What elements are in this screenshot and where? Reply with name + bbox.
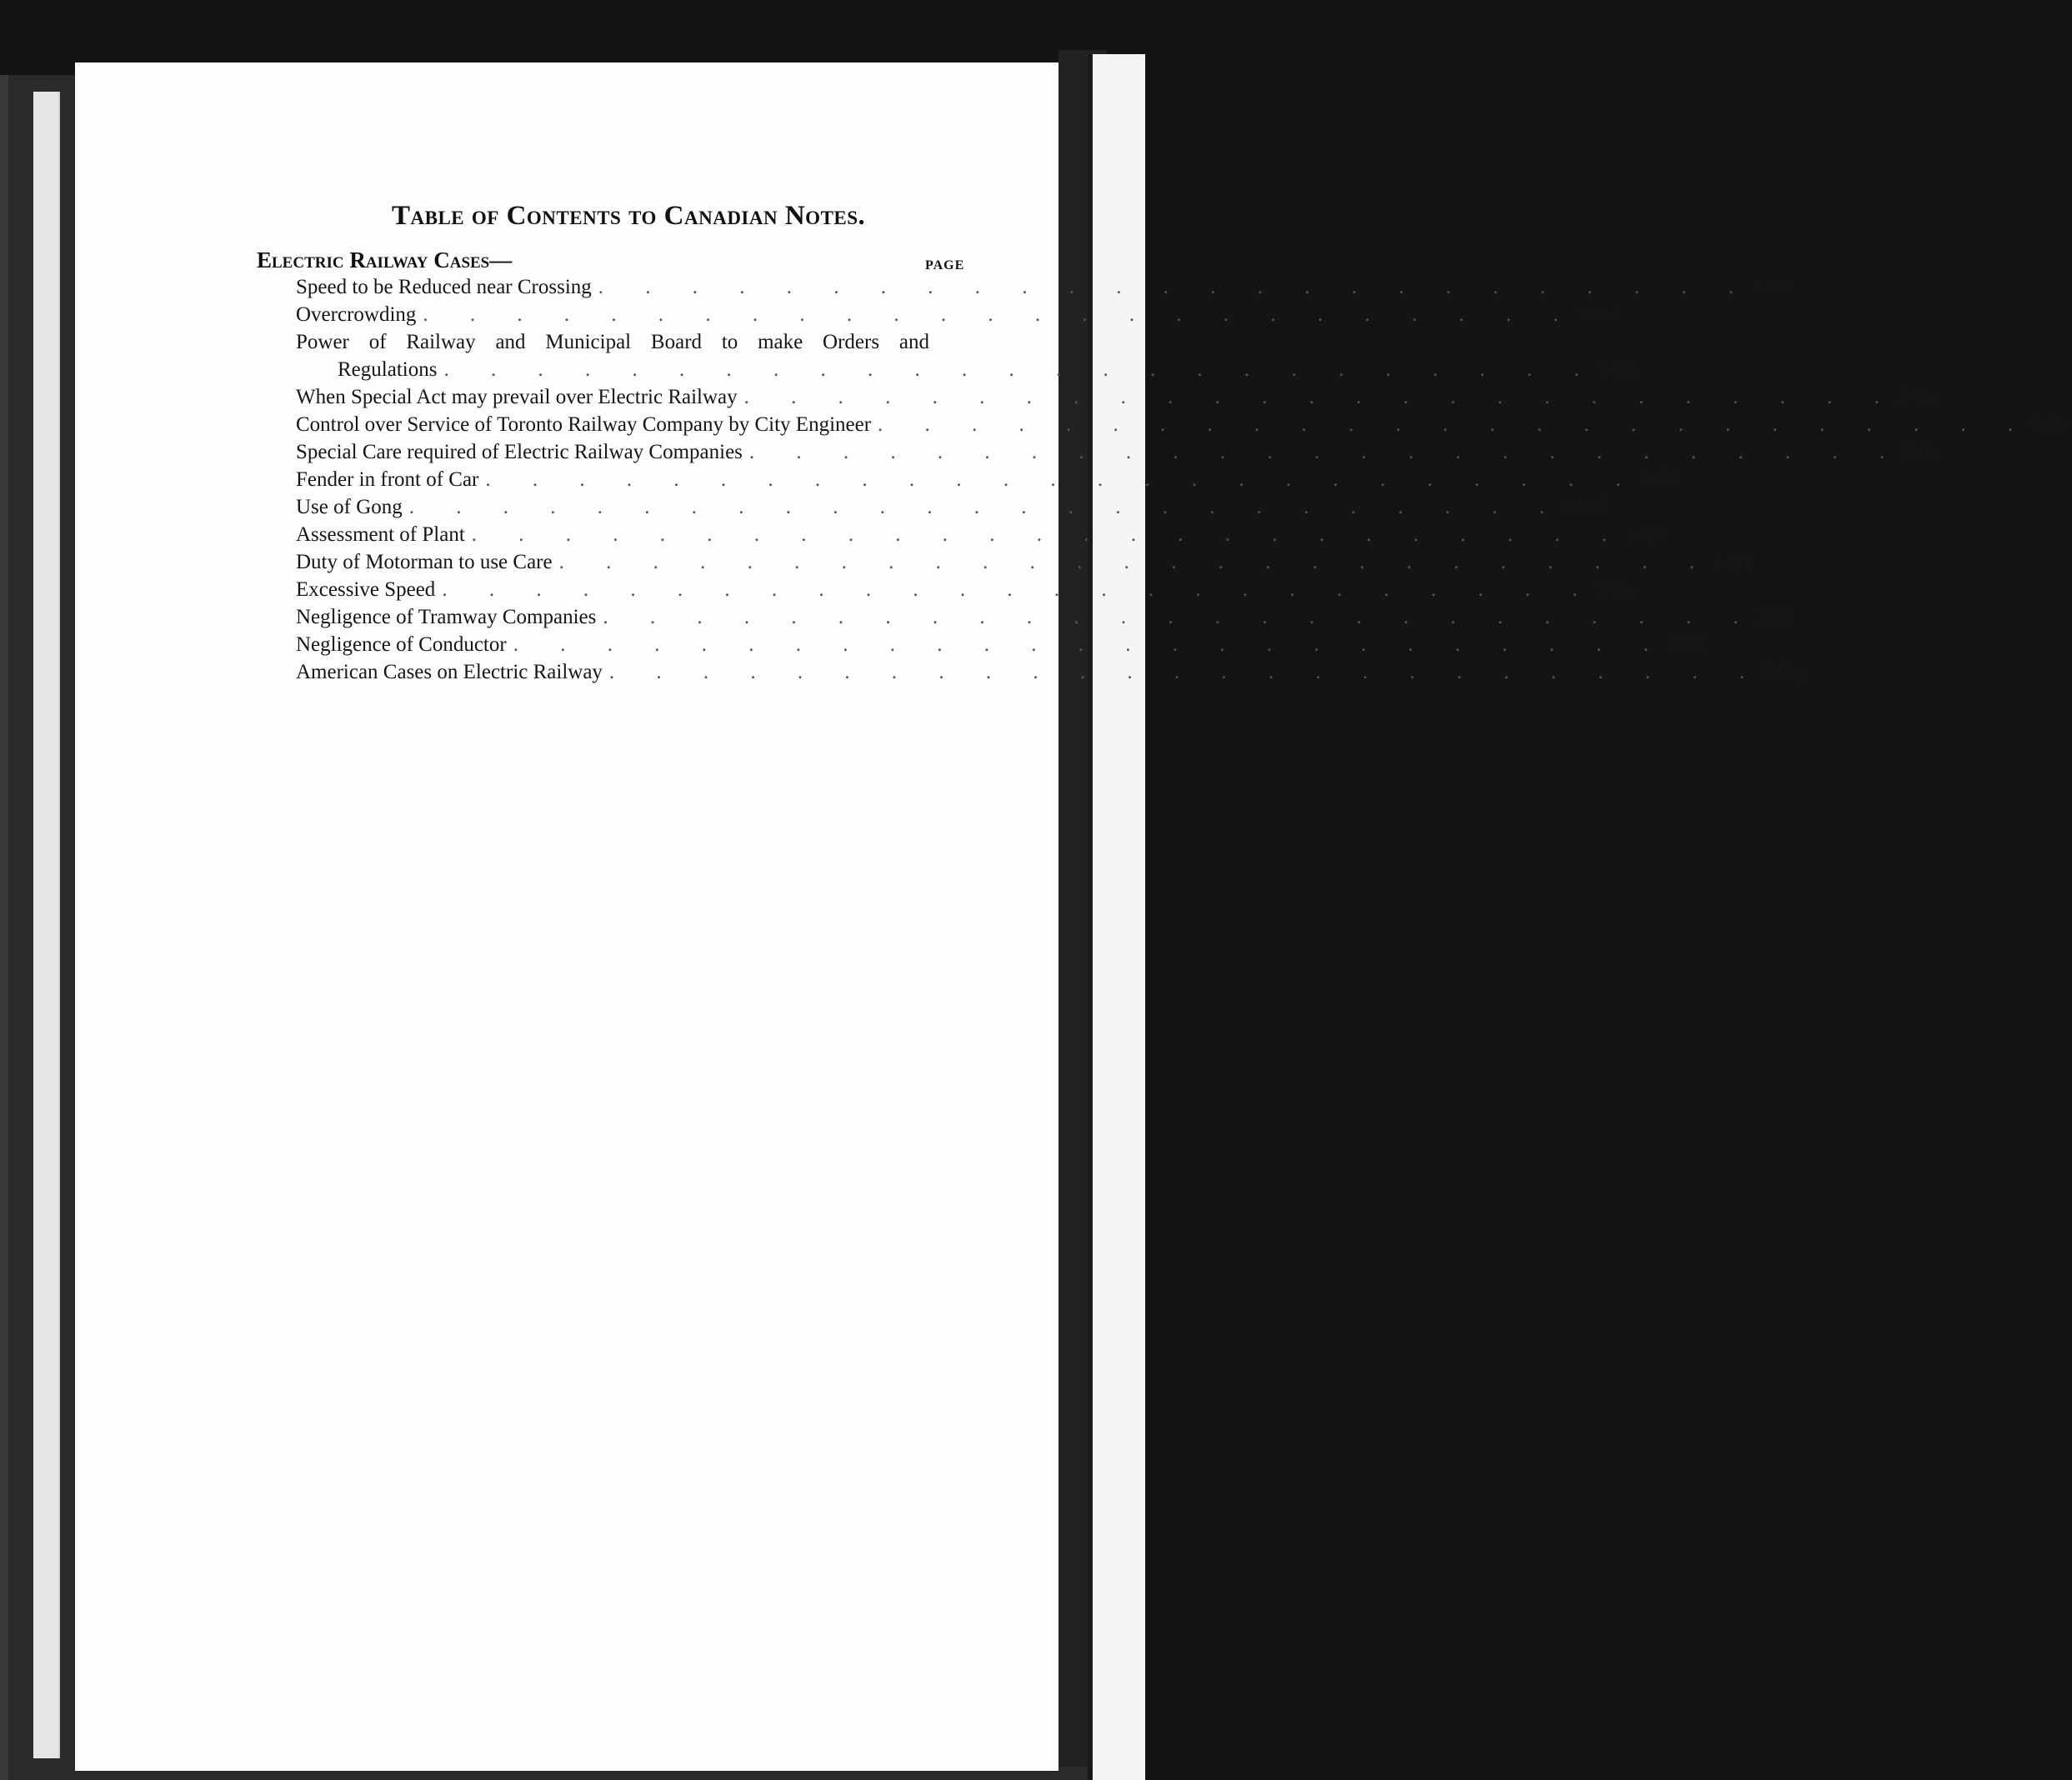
toc-entry-title: American Cases on Electric Railway [296, 661, 603, 683]
toc-entry-page: 549f [1666, 633, 1705, 656]
toc-entry [296, 468, 1683, 496]
toc-leader: . . . . . . . . . . . . . . . . . . . . . . . . . [485, 468, 1639, 491]
toc-entry-page: 549e [1625, 523, 1666, 546]
toc-entry [296, 276, 1794, 303]
page-column-label: PAGE [925, 258, 965, 272]
toc-entry-page: 549c [1903, 441, 1944, 463]
toc-leader: . . . . . . . . . . . . . . . . . . . . . . . . . [442, 578, 1596, 601]
toc-entry-title: Negligence of Tramway Companies [296, 606, 597, 628]
toc-entry-continuation [296, 358, 1641, 386]
toc-leader: . . . . . . . . . . . . . . . . . . . . . . . . . [471, 523, 1626, 546]
toc-entry [296, 523, 1666, 551]
toc-entry-page: 549e [1595, 578, 1637, 601]
toc-entry [296, 633, 1705, 661]
toc-leader: . . . . . . . . . . . . . . . . . . . . . . . . . [558, 551, 1713, 573]
toc-entry [296, 606, 1795, 633]
toc-entry [296, 661, 1805, 688]
toc-entry-title: Use of Gong [296, 496, 403, 518]
toc-entry-title: Duty of Motorman to use Care [296, 551, 553, 573]
toc-entry-title: Fender in front of Car [296, 468, 479, 491]
toc-entry [296, 578, 1637, 606]
toc-entry [296, 331, 1641, 386]
toc-entry-title-cont: Regulations [338, 358, 438, 381]
toc-entry-page: 549g [1763, 661, 1805, 683]
toc-entry-page: 549e [1712, 551, 1754, 573]
page-stack-edge [33, 92, 60, 1758]
toc-entry-title: Negligence of Conductor [296, 633, 507, 656]
section-title: Electric Railway Cases— [257, 248, 513, 272]
toc-entry-title: Special Care required of Electric Railway Companies [296, 441, 743, 463]
toc-leader: . . . . . . . . . . . . . . . . . . . . . . . . . [748, 441, 1904, 463]
toc-leader: . . . . . . . . . . . . . . . . . . . . . . . . . [608, 661, 1764, 683]
toc-entry-page: 549c [2031, 413, 2072, 436]
book-page [75, 62, 2072, 1771]
page-title: Table of Contents to Canadian Notes. [392, 201, 866, 231]
toc-leader: . . . . . . . . . . . . . . . . . . . . . . . . . [878, 413, 2032, 436]
toc-leader: . . . . . . . . . . . . . . . . . . . . . . . . . [513, 633, 1667, 656]
toc-leader: . . . . . . . . . . . . . . . . . . . . . . . . . [423, 303, 1577, 326]
toc-entry-title: Excessive Speed [296, 578, 436, 601]
toc-entry-title: Power of Railway and Municipal Board to make Orders and [296, 331, 929, 353]
toc-entry-page: 549f [1756, 606, 1795, 628]
toc-leader: . . . . . . . . . . . . . . . . . . . . . . . . . [603, 606, 1757, 628]
toc-entry [296, 303, 1619, 331]
toc-leader: . . . . . . . . . . . . . . . . . . . . . . . . . [598, 276, 1753, 298]
toc-entry-page: 549c [1897, 386, 1939, 408]
toc-leader: . . . . . . . . . . . . . . . . . . . . . . . . . [743, 386, 1898, 408]
toc-entry-title: Control over Service of Toronto Railway Company by City Engineer [296, 413, 872, 436]
toc-entry [296, 413, 2072, 441]
toc-entry [296, 441, 1944, 468]
toc-entry-page: 549d [1563, 496, 1606, 518]
toc-entry-title: Speed to be Reduced near Crossing [296, 276, 592, 298]
toc-entry-page: 549d [1639, 468, 1683, 491]
toc-leader: . . . . . . . . . . . . . . . . . . . . . . . . . [408, 496, 1564, 518]
toc-entry-title: When Special Act may prevail over Electric Railway [296, 386, 738, 408]
toc-entry-page: 549b [1597, 358, 1641, 381]
toc-entry [296, 386, 1939, 413]
toc-list [296, 276, 2072, 688]
toc-entry-page: 549a [1576, 303, 1619, 326]
toc-entry [296, 551, 1754, 578]
toc-entry-page: 549a [1752, 276, 1794, 298]
toc-entry-title: Assessment of Plant [296, 523, 465, 546]
toc-leader: . . . . . . . . . . . . . . . . . . . . . . . . . [443, 358, 1598, 381]
toc-entry [296, 496, 1606, 523]
toc-entry-title: Overcrowding [296, 303, 417, 326]
